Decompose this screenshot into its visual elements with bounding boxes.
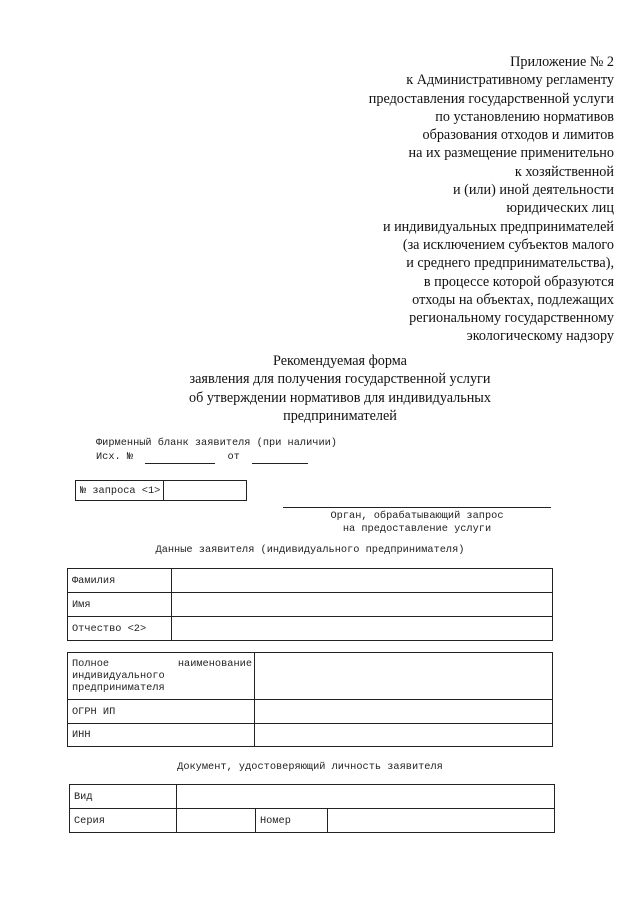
full-name-label-part: предпринимателя xyxy=(72,682,165,694)
appendix-line: региональному государственному xyxy=(409,310,614,327)
full-name-label-part: индивидуального xyxy=(72,670,165,682)
organ-caption-line: Орган, обрабатывающий запрос xyxy=(330,510,504,522)
document-type-field[interactable] xyxy=(177,785,555,809)
form-title xyxy=(0,352,640,425)
organ-caption xyxy=(283,510,551,536)
date-field[interactable] xyxy=(252,452,308,464)
name-label: Имя xyxy=(68,593,172,617)
table-row xyxy=(68,569,553,593)
request-number-field[interactable] xyxy=(164,481,246,500)
letterhead-block xyxy=(96,436,337,464)
table-row xyxy=(70,809,555,833)
organ-caption-line: на предоставление услуги xyxy=(342,523,492,535)
appendix-line: предоставления государственной услуги xyxy=(368,90,614,107)
full-name-label-part: Полное xyxy=(72,658,110,670)
surname-field[interactable] xyxy=(172,569,553,593)
appendix-line: (за исключением субъектов малого xyxy=(402,236,614,253)
ogrnip-label: ОГРН ИП xyxy=(68,700,255,724)
table-row xyxy=(68,653,553,700)
title-line: заявления для получения государственной услуги xyxy=(189,371,491,388)
appendix-line: и среднего предпринимательства), xyxy=(406,255,614,272)
name-field[interactable] xyxy=(172,593,553,617)
outgoing-number-row xyxy=(96,450,337,464)
appendix-line: образования отходов и лимитов xyxy=(422,127,614,144)
appendix-line: и индивидуальных предпринимателей xyxy=(382,218,614,235)
full-name-label xyxy=(68,653,255,700)
table-row xyxy=(70,785,555,809)
date-label: от xyxy=(227,451,240,463)
inn-field[interactable] xyxy=(255,724,553,747)
business-table xyxy=(67,652,553,747)
request-number-label: № запроса <1> xyxy=(76,481,164,500)
number-field[interactable] xyxy=(328,809,555,833)
title-line: об утверждении нормативов для индивидуальных xyxy=(189,389,491,406)
appendix-line: юридических лиц xyxy=(506,200,614,217)
title-line: Рекомендуемая форма xyxy=(273,353,407,369)
full-name-field[interactable] xyxy=(255,653,553,700)
number-label: Номер xyxy=(256,809,328,833)
table-row xyxy=(68,617,553,641)
table-row xyxy=(68,700,553,724)
outgoing-number-field[interactable] xyxy=(145,452,215,464)
surname-label: Фамилия xyxy=(68,569,172,593)
appendix-line: экологическому надзору xyxy=(466,328,614,345)
table-row xyxy=(68,593,553,617)
appendix-line: к Административному регламенту xyxy=(406,72,614,89)
appendix-line: Приложение № 2 xyxy=(510,54,614,70)
outgoing-number-label: Исх. № xyxy=(96,451,134,463)
applicant-table xyxy=(67,568,553,641)
identity-table xyxy=(69,784,555,833)
patronymic-label: Отчество <2> xyxy=(68,617,172,641)
appendix-line: отходы на объектах, подлежащих xyxy=(412,291,614,308)
appendix-line: по установлению нормативов xyxy=(435,108,614,125)
patronymic-field[interactable] xyxy=(172,617,553,641)
table-row xyxy=(68,724,553,747)
series-label: Серия xyxy=(70,809,177,833)
full-name-label-part: наименование xyxy=(177,658,252,670)
appendix-line: к хозяйственной xyxy=(514,163,614,180)
inn-label: ИНН xyxy=(68,724,255,747)
appendix-line: и (или) иной деятельности xyxy=(452,182,614,199)
applicant-section-heading: Данные заявителя (индивидуального предпринимателя) xyxy=(155,544,465,556)
appendix-line: на их размещение применительно xyxy=(408,145,614,162)
document-type-label: Вид xyxy=(70,785,177,809)
title-line: предпринимателей xyxy=(283,407,397,424)
ogrnip-field[interactable] xyxy=(255,700,553,724)
series-field[interactable] xyxy=(177,809,256,833)
request-number-box xyxy=(75,480,247,501)
appendix-header xyxy=(369,53,614,346)
appendix-line: в процессе которой образуются xyxy=(423,273,614,290)
organ-signature-line xyxy=(283,507,551,508)
letterhead-caption: Фирменный бланк заявителя (при наличии) xyxy=(96,437,337,449)
identity-section-heading: Документ, удостоверяющий личность заявителя xyxy=(177,761,443,773)
